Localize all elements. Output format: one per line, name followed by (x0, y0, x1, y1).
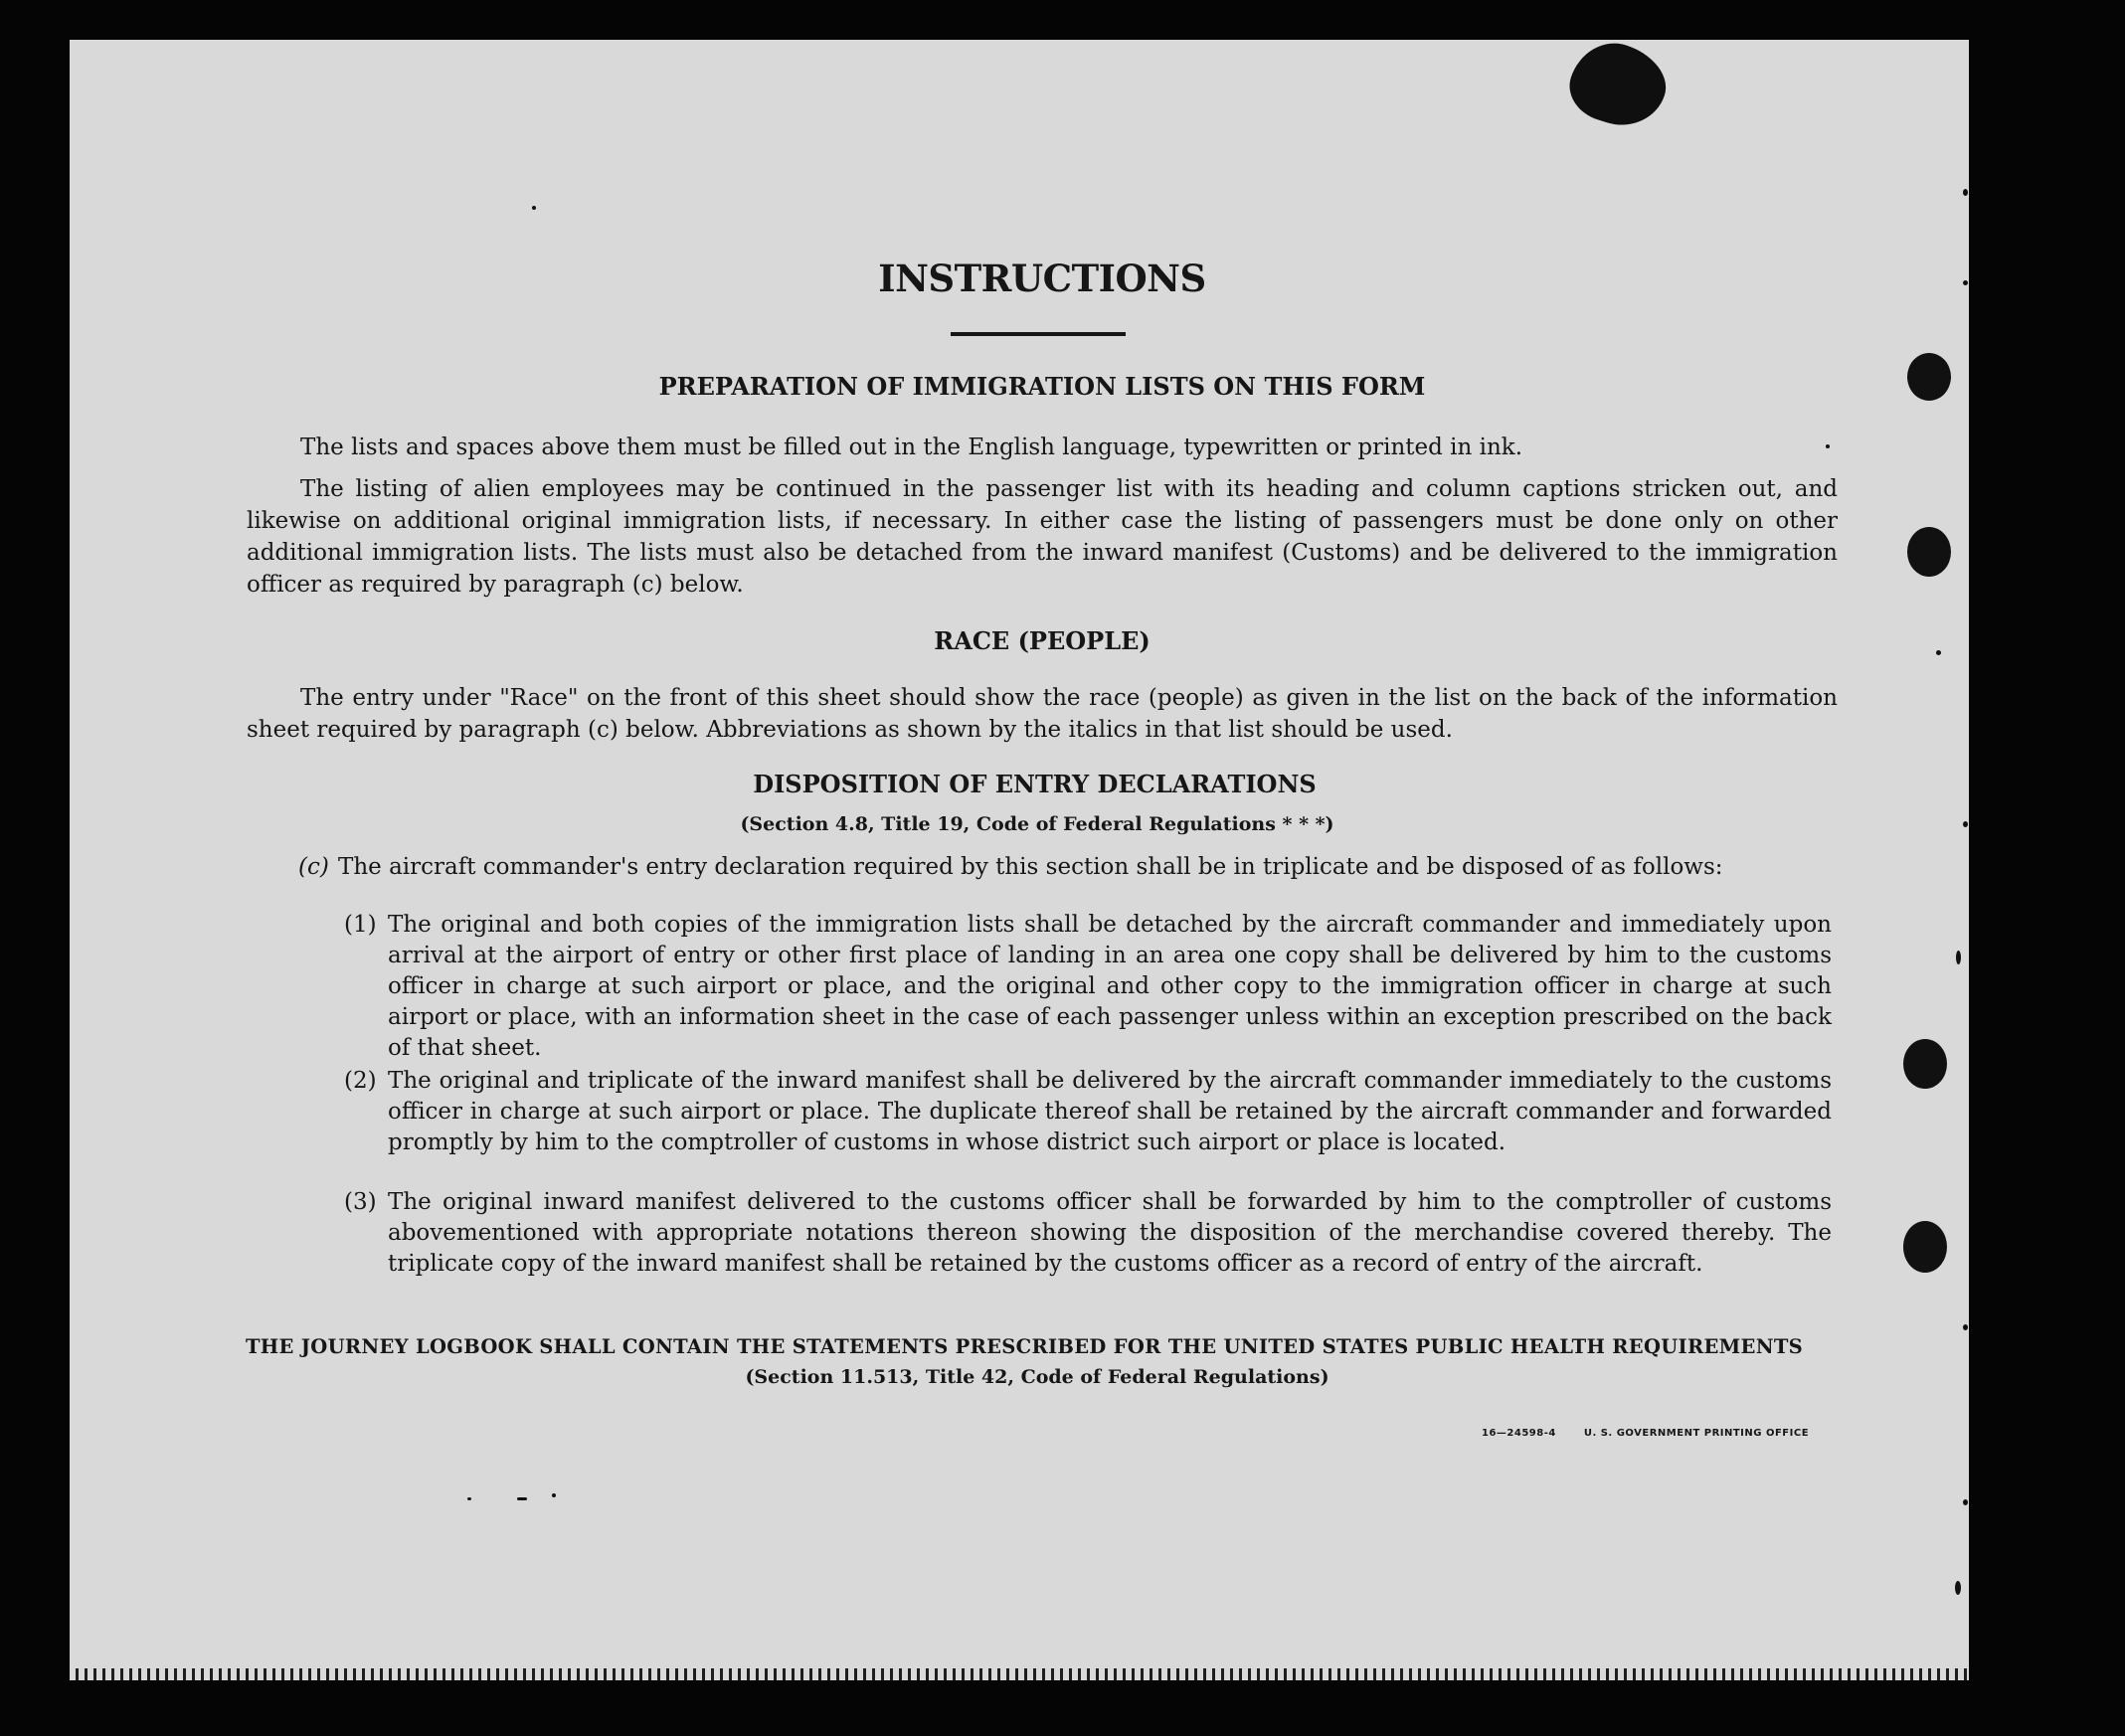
printer-imprint (1482, 1428, 1837, 1439)
list-item-number: (3) (344, 1189, 377, 1215)
citation-section-11-513: (Section 11.513, Title 42, Code of Federal Regulations) (745, 1366, 1329, 1388)
paragraph-race-entry: The entry under "Race" on the front of this sheet should show the race (people) as given in the list on the back of the information sheet required by paragraph (c) below. Abbreviations as shown by the italics in that list should be used. (247, 685, 1838, 743)
list-item-number: (1) (344, 912, 377, 938)
printer-name: U. S. GOVERNMENT PRINTING OFFICE (1583, 1428, 1810, 1439)
citation-section-4-8: (Section 4.8, Title 19, Code of Federal Regulations * * *) (740, 813, 1334, 835)
paragraph-alien-employees: The listing of alien employees may be continued in the passenger list with its heading and column captions stricken out, and likewise on additional original immigration lists, if necessary. In either case the listing of passengers must be done only on other additional immigration lists. The lists must also be detached from the inward manifest (Customs) and be delivered to the immigration officer as required by paragraph (c) below. (247, 476, 1838, 598)
list-item (344, 910, 1832, 1064)
list-item (344, 1187, 1832, 1280)
list-item-text: The original and both copies of the immigration lists shall be detached by the aircraft commander and immediately upon arrival at the airport of entry or other first place of landing in an area one copy shall be delivered by him to the customs officer in charge at such airport or place, and the original and other copy to the immigration officer in charge at such airport or place, with an information sheet in the case of each passenger unless within an exception prescribed on the back of that sheet. (388, 912, 1832, 1061)
section-heading-preparation: PREPARATION OF IMMIGRATION LISTS ON THIS FORM (658, 372, 1426, 401)
paragraph-english-language: The lists and spaces above them must be filled out in the English language, typewritten or printed in ink. (300, 434, 1523, 460)
paragraph-entry-declaration (247, 851, 1838, 883)
form-number: 16—24598-4 (1482, 1428, 1556, 1439)
list-item-text: The original inward manifest delivered to the customs officer shall be forwarded by him to the comptroller of customs abovementioned with appropriate notations thereon showing the disposition of the merchandise covered thereby. The triplicate copy of the inward manifest shall be retained by the customs officer as a record of entry of the aircraft. (388, 1189, 1832, 1277)
section-heading-race: RACE (PEOPLE) (934, 626, 1151, 655)
list-item (344, 1066, 1832, 1158)
paragraph-label-c: (c) (298, 854, 329, 880)
list-item-text: The original and triplicate of the inward manifest shall be delivered by the aircraft commander immediately to the customs officer in charge at such airport or place. The duplicate thereof shall be retained by the aircraft commander and forwarded promptly by him to the comptroller of customs in whose district such airport or place is located. (388, 1068, 1832, 1155)
section-heading-disposition: DISPOSITION OF ENTRY DECLARATIONS (753, 770, 1317, 798)
list-item-number: (2) (344, 1068, 377, 1094)
public-health-statement: THE JOURNEY LOGBOOK SHALL CONTAIN THE STATEMENTS PRESCRIBED FOR THE UNITED STATES PUBLIC HEALTH REQUIREMENTS (245, 1335, 1804, 1358)
title-underline (951, 332, 1126, 336)
page-title: INSTRUCTIONS (878, 257, 1206, 300)
entry-declaration-text: The aircraft commander's entry declaration required by this section shall be in triplicate and be disposed of as follows: (338, 854, 1723, 880)
